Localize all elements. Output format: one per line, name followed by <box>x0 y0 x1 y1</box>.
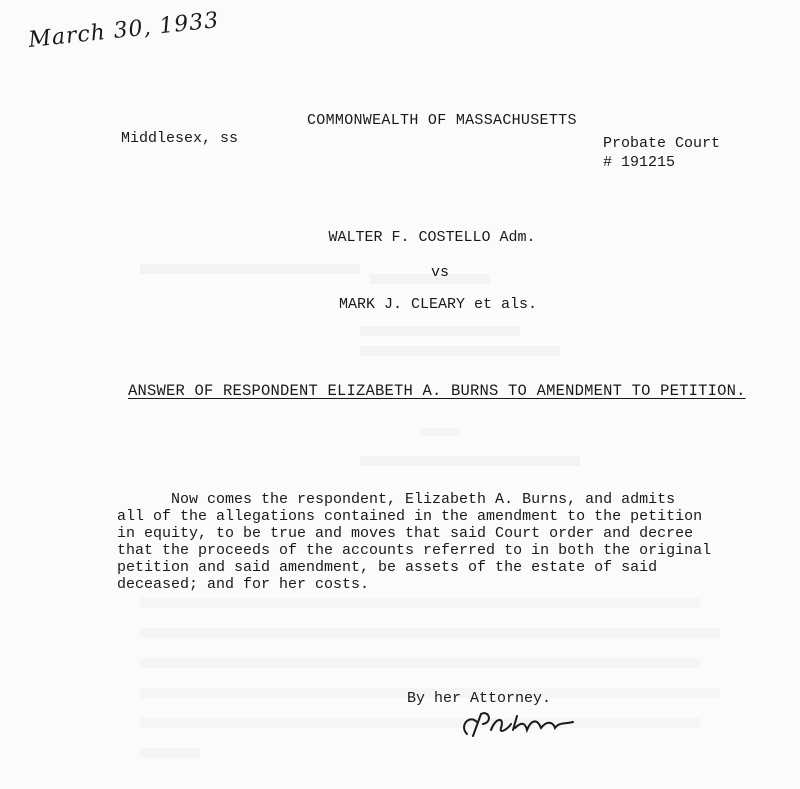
caption-defendant: MARK J. CLEARY et als. <box>338 296 538 313</box>
document-heading: ANSWER OF RESPONDENT ELIZABETH A. BURNS TO AMENDMENT TO PETITION. <box>128 382 746 400</box>
body-line: that the proceeds of the accounts referred to in both the original <box>117 542 712 559</box>
court-block <box>603 134 720 172</box>
document-title: COMMONWEALTH OF MASSACHUSETTS <box>307 112 577 129</box>
caption-plaintiff: WALTER F. COSTELLO Adm. <box>328 229 536 246</box>
body-line: deceased; and for her costs. <box>117 576 370 593</box>
closing-line: By her Attorney. <box>407 690 552 707</box>
county-label: Middlesex, ss <box>121 130 239 147</box>
body-line: Now comes the respondent, Elizabeth A. Burns, and admits <box>117 491 676 508</box>
case-number: # 191215 <box>603 154 676 171</box>
body-paragraph <box>117 491 777 593</box>
court-name: Probate Court <box>603 135 721 152</box>
handwritten-date: March 30, 1933 <box>27 8 221 53</box>
body-line: in equity, to be true and moves that said Court order and decree <box>117 525 694 542</box>
caption-versus: vs <box>430 264 449 281</box>
body-line: petition and said amendment, be assets of the estate of said <box>117 559 658 576</box>
body-line: all of the allegations contained in the amendment to the petition <box>117 508 703 525</box>
signature <box>455 700 595 750</box>
